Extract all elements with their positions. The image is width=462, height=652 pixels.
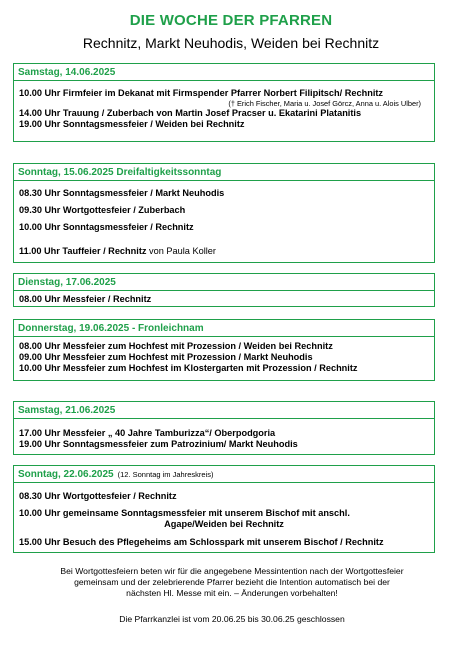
event-line: 09.00 Uhr Messfeier zum Hochfest mit Prozession / Markt Neuhodis [19,352,313,363]
day-box-sun-1506 [13,163,435,263]
event-line: 15.00 Uhr Besuch des Pflegeheims am Schlosspark mit unserem Bischof / Rechnitz [19,536,384,547]
day-date: Dienstag, 17.06.2025 [14,274,434,291]
day-date: Sonntag, 22.06.2025 [18,469,114,480]
event-line: 11.00 Uhr Tauffeier / Rechnitz [19,246,147,256]
day-box-sun-2206 [13,465,435,553]
event-line: 09.30 Uhr Wortgottesfeier / Zuberbach [19,205,186,215]
day-date: Samstag, 14.06.2025 [14,64,434,81]
day-date-note: (12. Sonntag im Jahreskreis) [117,470,214,479]
event-line: 08.00 Uhr Messfeier zum Hochfest mit Prozession / Weiden bei Rechnitz [19,341,333,351]
day-date-row [14,466,434,483]
notice-line: gemeinsam und der zelebrierende Pfarrer bezieht die Intention automatisch bei der [74,577,390,588]
day-box-sat-1406 [13,63,435,142]
event-line: 10.00 Uhr gemeinsame Sonntagsmessfeier mit unserem Bischof mit anschl. [19,508,350,519]
event-line: 14.00 Uhr Trauung / Zuberbach von Martin Josef Pracser u. Ekatarini Platanitis [19,108,362,119]
event-line: 10.00 Uhr Sonntagsmessfeier / Rechnitz [19,222,194,232]
event-line: 19.00 Uhr Sonntagsmessfeier zum Patrozinium/ Markt Neuhodis [19,439,298,450]
intention-notice [30,566,434,600]
page-title: DIE WOCHE DER PFARREN [129,12,333,29]
baptism-name: von Paula Koller [149,246,216,256]
day-box-thu-1906 [13,319,435,381]
intention-note: († Erich Fischer, Maria u. Josef Görcz, Anna u. Alois Ulber) [228,99,421,109]
day-date: Samstag, 21.06.2025 [14,402,434,419]
day-box-tue-1706 [13,273,435,307]
notice-line: nächsten Hl. Messe mit ein. – Änderungen vorbehalten! [126,588,338,599]
day-date: Donnerstag, 19.06.2025 - Fronleichnam [14,320,434,337]
page-subtitle: Rechnitz, Markt Neuhodis, Weiden bei Rechnitz [82,35,380,51]
event-line: 10.00 Uhr Messfeier zum Hochfest im Klostergarten mit Prozession / Rechnitz [19,363,358,374]
event-line: 08.30 Uhr Wortgottesfeier / Rechnitz [19,491,177,501]
event-line: 08.00 Uhr Messfeier / Rechnitz [19,294,152,304]
event-line-continued: Agape/Weiden bei Rechnitz [164,519,284,530]
day-box-sat-2106 [13,401,435,455]
event-line: 17.00 Uhr Messfeier „ 40 Jahre Tamburizza“/ Oberpodgoria [19,428,276,438]
notice-line: Bei Wortgottesfeiern beten wir für die angegebene Messintention nach der Wortgottesfeier [60,566,404,576]
event-line: 08.30 Uhr Sonntagsmessfeier / Markt Neuhodis [19,188,225,198]
event-line: 10.00 Uhr Firmfeier im Dekanat mit Firmspender Pfarrer Norbert Filipitsch/ Rechnitz [19,88,384,98]
office-closed-notice: Die Pfarrkanzlei ist vom 20.06.25 bis 30.06.25 geschlossen [119,614,345,624]
day-date: Sonntag, 15.06.2025 Dreifaltigkeitssonntag [14,164,434,181]
event-line: 19.00 Uhr Sonntagsmessfeier / Weiden bei Rechnitz [19,119,245,130]
